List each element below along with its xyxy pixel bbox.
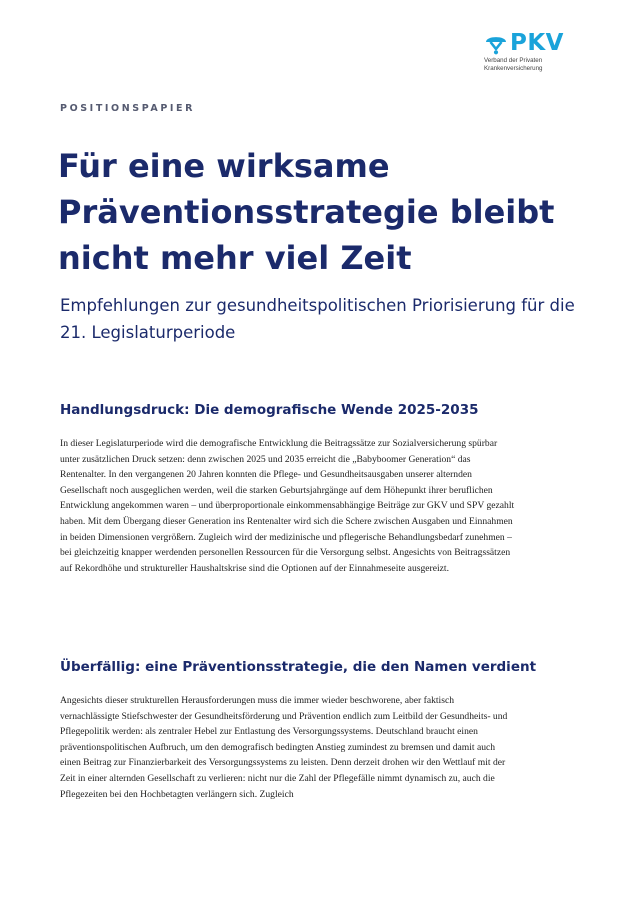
section-paragraph: In dieser Legislaturperiode wird die demografische Entwicklung die Beitragssätze zur Sozialversicherung spürbar unter zusätzlichen Druck setzen: denn zwischen 2025 und 2035 erreicht die „Babyboomer Generation“ das Rentenalter. In den vergangenen 20 Jahren konnten die Pflege- und Gesundheitsausgaben unserer alternden Gesellschaft noch ausgeglichen werden, weil die starken Geburtsjahrgänge auf dem Höhepunkt ihrer beruflichen Entwicklung angekommen waren – und überproportionale einkommensabhängige Beiträge zur GKV und SPV gezahlt haben. Mit dem Übergang dieser Generation ins Rentenalter wird sich die Schere zwischen Ausgaben und Einnahmen in beiden Dimensionen vergrößern. Zugleich wird der medizinische und pflegerische Behandlungsbedarf zunehmen – bei gleichzeitig knapper werdenden personellen Ressourcen für die Versorgung selbst. Angesichts von Beitragssätzen auf Rekordhöhe und struktureller Haushaltskrise sind die Optionen auf der Einnahmeseite ausgereizt.	[60, 438, 515, 574]
logo-wordmark: PKV	[510, 30, 564, 56]
section-paragraph: Angesichts dieser strukturellen Herausforderungen muss die immer wieder beschworene, aber faktisch vernachlässigte Stiefschwester der Gesundheitsförderung und Prävention endlich zum Leitbild der Gesundheits- und Pflegepolitik werden: als zentraler Hebel zur Entlastung des Versorgungssystems. Deutschland braucht einen präventionspolitischen Aufbruch, um den demografisch bedingten Anstieg zumindest zu bremsen und damit auch einen Beitrag zur Finanzierbarkeit des Versorgungssystems zu leisten. Denn derzeit drohen wir den Wettlauf mit der Zeit in einer alternden Gesellschaft zu verlieren: nicht nur die Zahl der Pflegefälle nimmt dynamisch zu, auch die Pflegezeiten bei den Hochbetagten verlängern sich. Zugleich	[60, 695, 508, 800]
logo-subtitle: Verband der Privaten Krankenversicherung	[484, 57, 543, 72]
page-title: Für eine wirksame Präventionsstrategie bleibt nicht mehr viel Zeit	[58, 147, 555, 277]
page-subtitle: Empfehlungen zur gesundheitspolitischen Priorisierung für die 21. Legislaturperiode	[60, 296, 575, 342]
document-type-label: POSITIONSPAPIER	[60, 103, 196, 114]
umbrella-icon	[484, 31, 508, 55]
section-heading: Überfällig: eine Präventionsstrategie, die den Namen verdient	[60, 659, 537, 675]
pkv-logo	[484, 30, 580, 82]
section-heading: Handlungsdruck: Die demografische Wende 2025-2035	[60, 402, 479, 418]
